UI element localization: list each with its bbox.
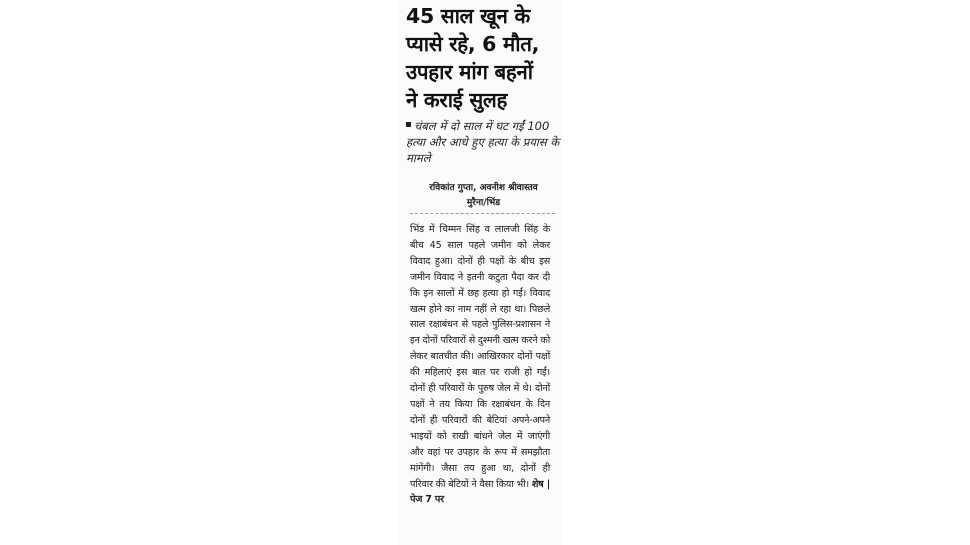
newspaper-clipping: [398, 0, 563, 545]
continued-on-page: शेष | पेज 7 पर: [410, 478, 550, 506]
headline-line: ने कराई सुलह: [406, 88, 508, 112]
body-text: भिंड में चिम्मन सिंह व लालजी सिंह के बीच 45 साल पहले जमीन को लेकर विवाद हुआ। दोनों ही पक्षों के बीच इस जमीन विवाद ने इतनी कटुता पैदा कर दी कि इन सालों में छह हत्या हो गईं। विवाद खत्म होने का नाम नहीं ले रहा था। पिछले साल रक्षाबंधन से पहले पुलिस-प्रशासन ने इन दोनों परिवारों से दुश्मनी खत्म करने को लेकर बातचीत की। आखिरकार दोनों पक्षों की महिलाएं इस बात पर राजी हो गईं। दोनों ही परिवारों के पुरुष जेल में थे। दोनों पक्षों ने तय किया कि रक्षाबंधन के दिन दोनों ही परिवारों की बेटियां अपने-अपने भाइयों को राखी बांधने जेल में जाएंगी और वहां पर उपहार के रूप में समझौता मांगेंगी। जैसा तय हुआ था, दोनों ही परिवार की बेटियों ने वैसा किया भी।: [410, 224, 550, 490]
subhead: [406, 118, 561, 166]
headline-line: प्यासे रहे, 6 मौत,: [406, 32, 540, 56]
bullet-icon: [406, 122, 411, 127]
byline: [406, 181, 561, 211]
headline: [406, 2, 561, 114]
headline-line: उपहार मांग बहनों: [406, 60, 533, 84]
byline-location: मुरैना/भिंड: [466, 198, 501, 208]
headline-line: 45 साल खून के: [406, 4, 530, 28]
article-body: [410, 222, 550, 508]
byline-authors: रविकांत गुप्ता, अवनीश श्रीवास्तव: [429, 183, 538, 193]
subhead-text: चंबल में दो साल में घट गईं 100 हत्या और आधे हुए हत्या के प्रयास के मामले: [406, 119, 560, 165]
divider: [410, 213, 555, 214]
